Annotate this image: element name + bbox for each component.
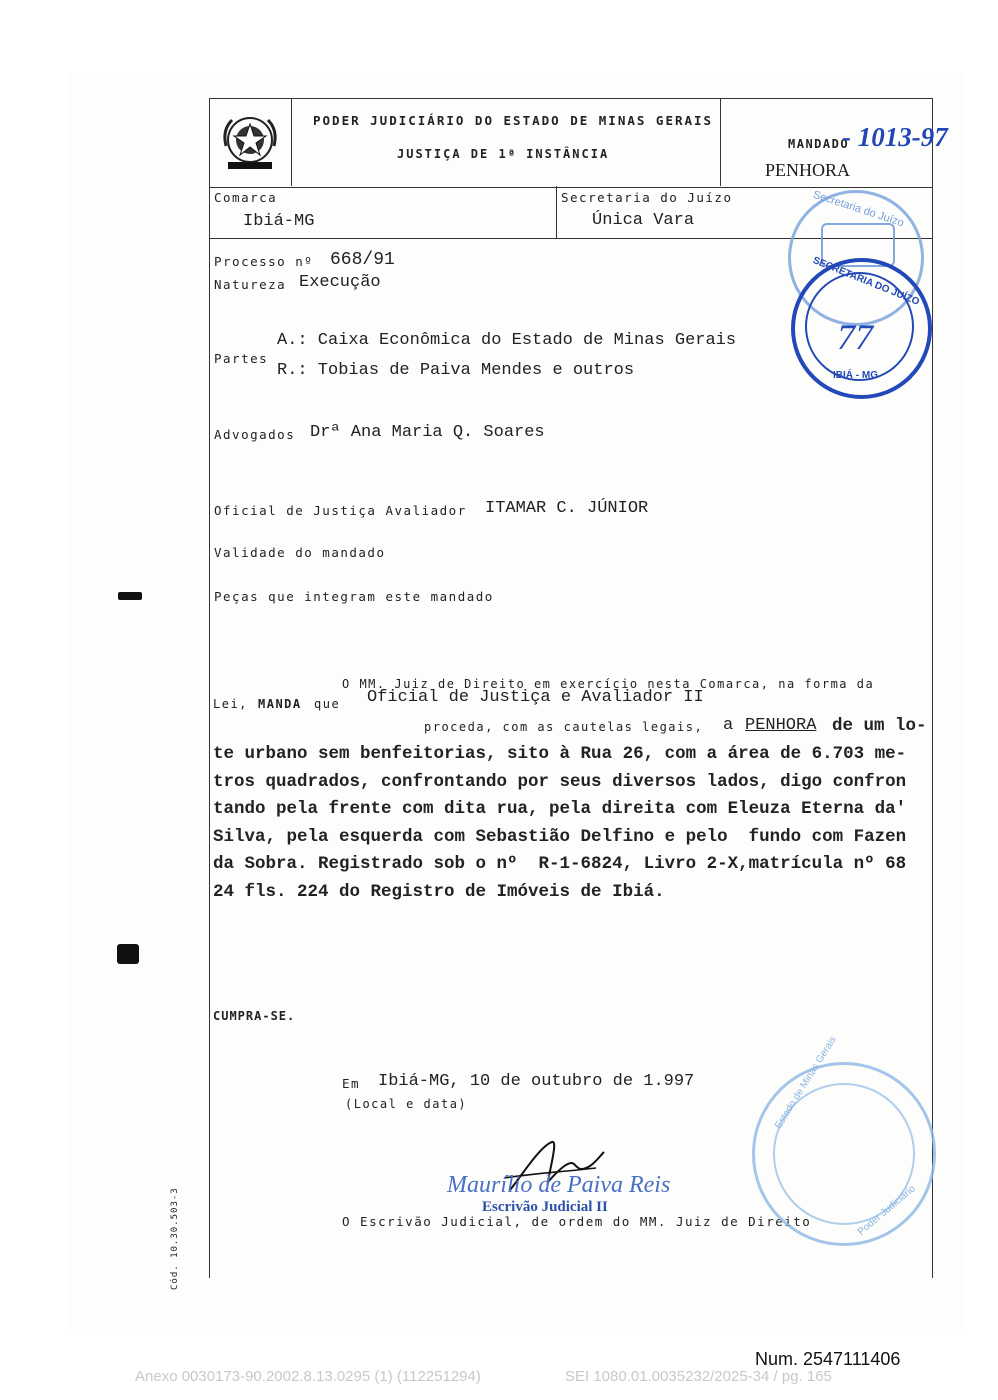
divider (556, 186, 557, 238)
stamp-bottom-text: Poder Judiciário (855, 1183, 918, 1238)
court-stamp (752, 1034, 936, 1246)
body-lei: Lei, (213, 697, 248, 711)
body-que: que (314, 697, 341, 711)
oficial-label: Oficial de Justiça Avaliador (214, 503, 467, 518)
parte-autor: A.: Caixa Econômica do Estado de Minas Gerais (277, 331, 737, 350)
secretaria-value: Única Vara (592, 211, 695, 230)
advogados-label: Advogados (214, 427, 296, 442)
stamp-number: 77 (837, 317, 873, 357)
secretaria-label: Secretaria do Juízo (561, 190, 733, 205)
instance-title: JUSTIÇA DE 1ª INSTÂNCIA (397, 147, 610, 161)
pecas-label: Peças que integram este mandado (214, 589, 494, 604)
body-line: Silva, pela esquerda com Sebastião Delfino e pelo fundo com Fazen (213, 826, 907, 847)
document-number: Num. 2547111406 (755, 1349, 901, 1369)
body-penhora: PENHORA (745, 716, 817, 735)
body-line: tros quadrados, confrontando por seus diversos lados, digo confron (213, 771, 907, 792)
body-line: te urbano sem benfeitorias, sito à Rua 26, com a área de 6.703 me- (213, 744, 907, 764)
sei-reference: SEI 1080.01.0035232/2025-34 / pg. 165 (565, 1368, 832, 1385)
body-proceda: proceda, com as cautelas legais, (424, 720, 704, 734)
validade-label: Validade do mandado (214, 545, 386, 560)
court-title: PODER JUDICIÁRIO DO ESTADO DE MINAS GERAIS (313, 113, 714, 128)
date-caption: (Local e data) (345, 1097, 468, 1111)
stamp-top-text: Estado de Minas Gerais (773, 1034, 839, 1131)
secretaria-stamp (791, 255, 932, 399)
body-line-1: O MM. Juiz de Direito em exercício nesta Comarca, na forma da (342, 677, 875, 691)
processo-value: 668/91 (330, 250, 395, 270)
comarca-value: Ibiá-MG (243, 212, 315, 231)
body-paragraph (213, 744, 937, 909)
natureza-label: Natureza (214, 277, 287, 292)
signature-footer: O Escrivão Judicial, de ordem do MM. Juiz de Direito (342, 1214, 812, 1229)
oficial-value: ITAMAR C. JÚNIOR (485, 499, 649, 518)
stamp-top-text: SECRETARIA DO JUÍZO (811, 255, 921, 308)
comarca-label: Comarca (214, 190, 278, 205)
body-a: a (723, 716, 734, 735)
annex-reference: Anexo 0030173-90.2002.8.13.0295 (1) (112251294) (135, 1368, 481, 1385)
body-line: da Sobra. Registrado sob o nº R-1-6824, Livro 2-X,matrícula nº 68 (213, 854, 907, 874)
body-de-um-lo: de um lo- (832, 716, 927, 736)
divider (720, 98, 721, 186)
form-code: Cód. 10.30.503-3 (170, 1187, 180, 1290)
natureza-value: Execução (299, 273, 381, 292)
partes-label: Partes (214, 351, 269, 366)
cumpra-se: CUMPRA-SE. (213, 1009, 296, 1023)
punch-mark-bottom (117, 944, 139, 964)
parte-reu: R.: Tobias de Paiva Mendes e outros (277, 361, 635, 380)
body-line: tando pela frente com dita rua, pela direita com Eleuza Eterna da' (213, 799, 907, 819)
punch-mark-top (118, 592, 142, 600)
processo-label: Processo nº (214, 254, 314, 269)
signature-name: Maurílio de Paiva Reis (447, 1172, 671, 1198)
body-line: 24 fls. 224 do Registro de Imóveis de Ibiá. (213, 881, 665, 902)
stamp-bottom-text: IBIÁ - MG (833, 370, 878, 381)
mandado-label: MANDADO (788, 137, 850, 151)
date-value: Ibiá-MG, 10 de outubro de 1.997 (378, 1072, 695, 1091)
coat-of-arms-icon (218, 110, 282, 174)
stamp-text: Secretaria do Juízo (811, 188, 906, 230)
advogados-value: Drª Ana Maria Q. Soares (310, 423, 545, 442)
body-oficial: Oficial de Justiça e Avaliador II (367, 688, 704, 707)
date-prefix: Em (342, 1076, 361, 1091)
body-manda: MANDA (258, 697, 302, 711)
signature-title: Escrivão Judicial II (482, 1199, 608, 1215)
divider (291, 98, 292, 186)
mandado-number: - 1013-97 (842, 122, 948, 152)
mandado-type: PENHORA (765, 160, 851, 180)
